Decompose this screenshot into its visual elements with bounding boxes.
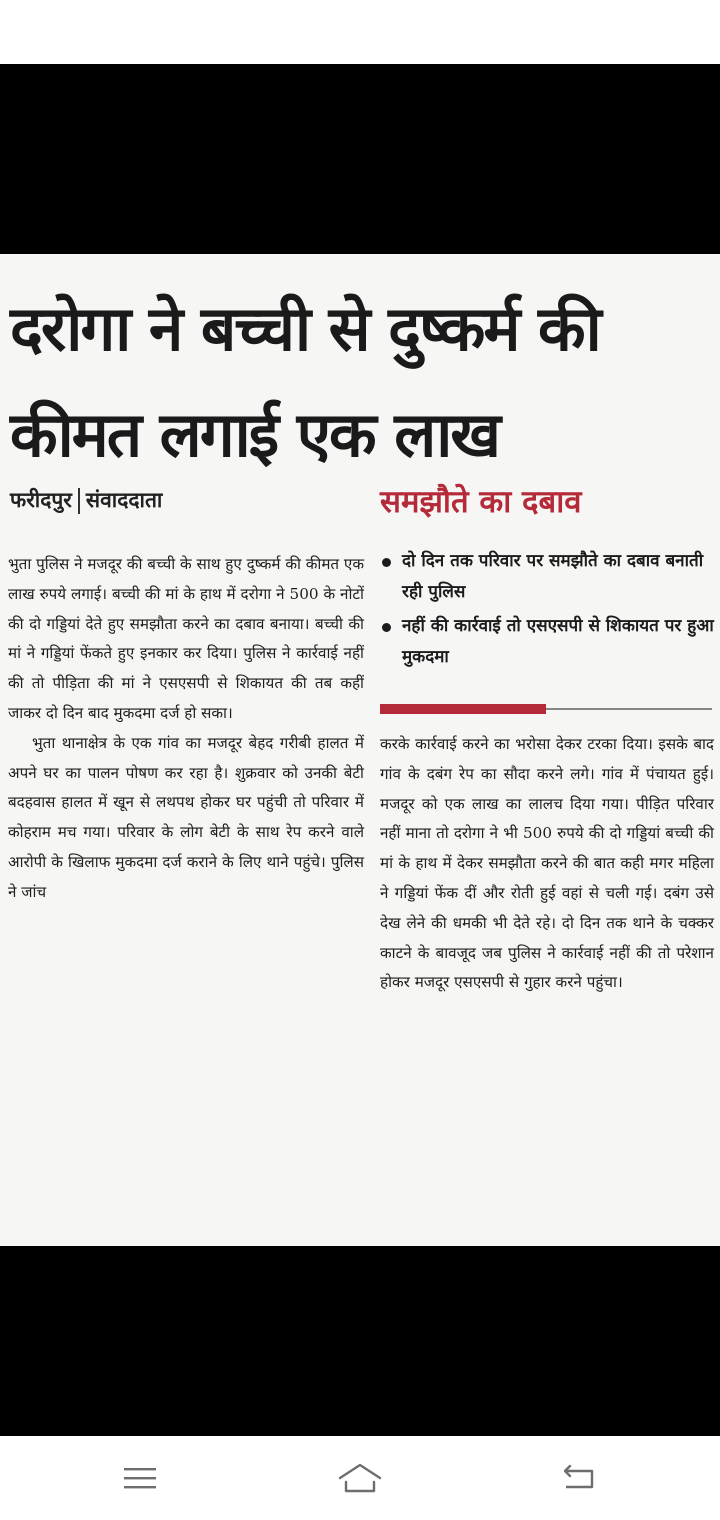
home-button[interactable]	[300, 1436, 420, 1520]
byline-separator	[78, 488, 80, 514]
bullet-item: दो दिन तक परिवार पर समझौते का दबाव बनाती रही पुलिस	[380, 546, 714, 608]
back-icon	[560, 1462, 600, 1494]
letterbox-top	[0, 64, 720, 254]
headline-line-1: दरोगा ने बच्ची से दुष्कर्म की	[10, 292, 600, 365]
byline-author: संवाददाता	[85, 488, 163, 512]
gray-divider	[546, 708, 712, 710]
byline	[10, 486, 162, 514]
headline-line-2: कीमत लगाई एक लाख	[10, 398, 499, 471]
recent-apps-button[interactable]	[80, 1436, 200, 1520]
home-icon	[336, 1460, 384, 1496]
back-button[interactable]	[520, 1436, 640, 1520]
bullet-item: नहीं की कार्रवाई तो एसएसपी से शिकायत पर हुआ मुकदमा	[380, 611, 714, 673]
highlight-bullets	[380, 546, 714, 676]
article-column-right	[380, 730, 714, 998]
navigation-bar	[0, 1436, 720, 1520]
letterbox-bottom	[0, 1246, 720, 1436]
paragraph-2: भुता थानाक्षेत्र के एक गांव का मजदूर बेहद गरीबी हालत में अपने घर का पालन पोषण कर रहा है। शुक्रवार को उनकी बेटी बदहवास हालत में खून से लथपथ होकर घर पहुंची तो परिवार में कोहराम मच गया। परिवार के लोग बेटी के साथ रेप करने वाले आरोपी के खिलाफ मुकदमा दर्ज कराने के लिए थाने पहुंचे। पुलिस ने जांच	[8, 733, 364, 901]
byline-place: फरीदपुर	[10, 488, 72, 512]
newspaper-clipping	[0, 254, 720, 1246]
article-column-left	[8, 550, 364, 908]
red-divider	[380, 704, 546, 714]
paragraph-3: करके कार्रवाई करने का भरोसा देकर टरका दिया। इसके बाद गांव के दबंग रेप का सौदा करने लगे। गांव में पंचायत हुई। मजदूर को एक लाख का लालच दिया गया। पीड़ित परिवार नहीं माना तो दरोगा ने भी 500 रुपये की दो गड्डियां बच्ची की मां के हाथ में देकर समझौता करने की बात कही मगर महिला ने गड्डियां फेंक दीं और रोती हुई वहां से चली गई। दबंग उसे देख लेने की धमकी भी देते रहे। दो दिन तक थाने के चक्कर काटने के बावजूद जब पुलिस ने कार्रवाई नहीं की तो परेशान होकर मजदूर एसएसपी से गुहार करने पहुंचा।	[380, 735, 714, 992]
paragraph-1: भुता पुलिस ने मजदूर की बच्ची के साथ हुए दुष्कर्म की कीमत एक लाख रुपये लगाई। बच्ची की मां के हाथ में दरोगा ने 500 के नोटों की दो गड्डियां देते हुए समझौता करने का दबाव बनाया। बच्ची की मां ने गड्डियां फेंकते हुए इनकार कर दिया। पुलिस ने कार्रवाई नहीं की तो पीड़िता की मां ने एसएसपी से शिकायत की तब कहीं जाकर दो दिन बाद मुकदमा दर्ज हो सका।	[8, 555, 364, 722]
menu-icon	[122, 1463, 158, 1493]
sidebar-title: समझौते का दबाव	[380, 484, 582, 520]
status-bar	[0, 0, 720, 64]
headline	[10, 276, 710, 488]
